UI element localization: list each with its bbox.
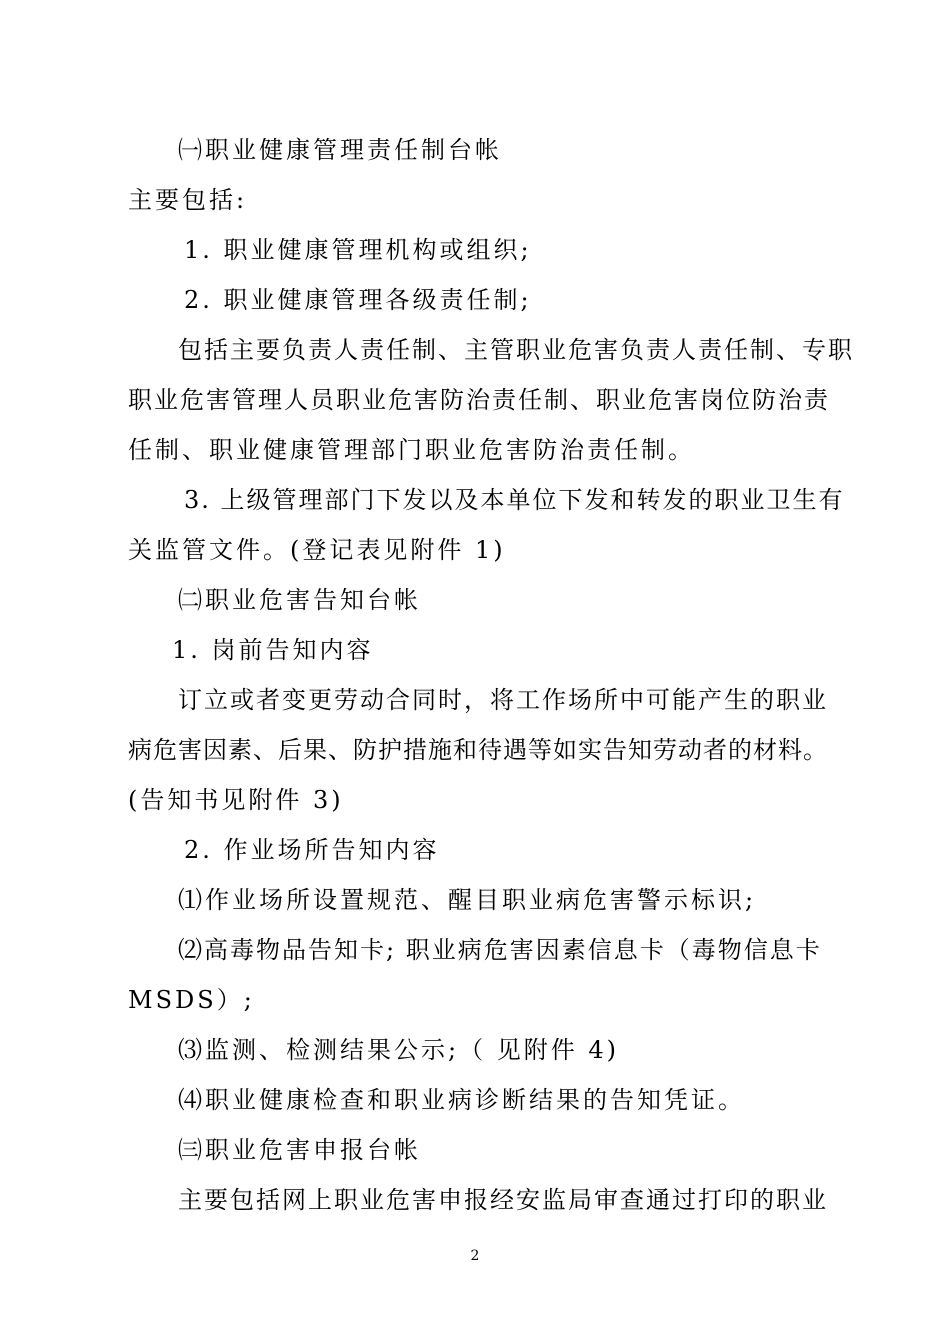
paragraph-line: 订立或者变更劳动合同时，将工作场所中可能产生的职业 bbox=[178, 686, 828, 714]
paragraph-line: 职业危害管理人员职业危害防治责任制、职业危害岗位防治责 bbox=[128, 386, 830, 414]
page-number: 2 bbox=[470, 1248, 480, 1264]
paragraph-line: 包括主要负责人责任制、主管职业危害负责人责任制、专职 bbox=[178, 336, 854, 364]
paragraph-line: 病危害因素、后果、防护措施和待遇等如实告知劳动者的材料。 bbox=[128, 736, 828, 764]
list-item: 1. 职业健康管理机构或组织; bbox=[184, 236, 532, 264]
list-item: 2. 职业健康管理各级责任制; bbox=[184, 286, 532, 314]
list-item: ⑵高毒物品告知卡; 职业病危害因素信息卡（毒物信息卡 bbox=[178, 936, 822, 964]
section-heading-2: ㈡职业危害告知台帐 bbox=[178, 586, 421, 614]
paragraph-line: MSDS）; bbox=[128, 986, 255, 1014]
paragraph-line: 主要包括网上职业危害申报经安监局审查通过打印的职业 bbox=[178, 1186, 828, 1214]
list-item: 1. 岗前告知内容 bbox=[172, 636, 374, 664]
list-item: ⑶监测、检测结果公示;（ 见附件 4) bbox=[178, 1036, 619, 1064]
list-item: 3. 上级管理部门下发以及本单位下发和转发的职业卫生有 bbox=[184, 486, 845, 514]
section-heading-3: ㈢职业危害申报台帐 bbox=[178, 1136, 421, 1164]
list-item: ⑷职业健康检查和职业病诊断结果的告知凭证。 bbox=[178, 1086, 745, 1114]
paragraph-line: 任制、职业健康管理部门职业危害防治责任制。 bbox=[128, 436, 695, 464]
list-item: 2. 作业场所告知内容 bbox=[184, 836, 440, 864]
paragraph-line: 主要包括: bbox=[128, 186, 248, 214]
section-heading-1: ㈠职业健康管理责任制台帐 bbox=[178, 136, 502, 164]
list-item: ⑴作业场所设置规范、醒目职业病危害警示标识; bbox=[178, 886, 757, 914]
paragraph-line: (告知书见附件 3) bbox=[128, 786, 344, 814]
paragraph-line: 关监管文件。(登记表见附件 1) bbox=[128, 536, 506, 564]
